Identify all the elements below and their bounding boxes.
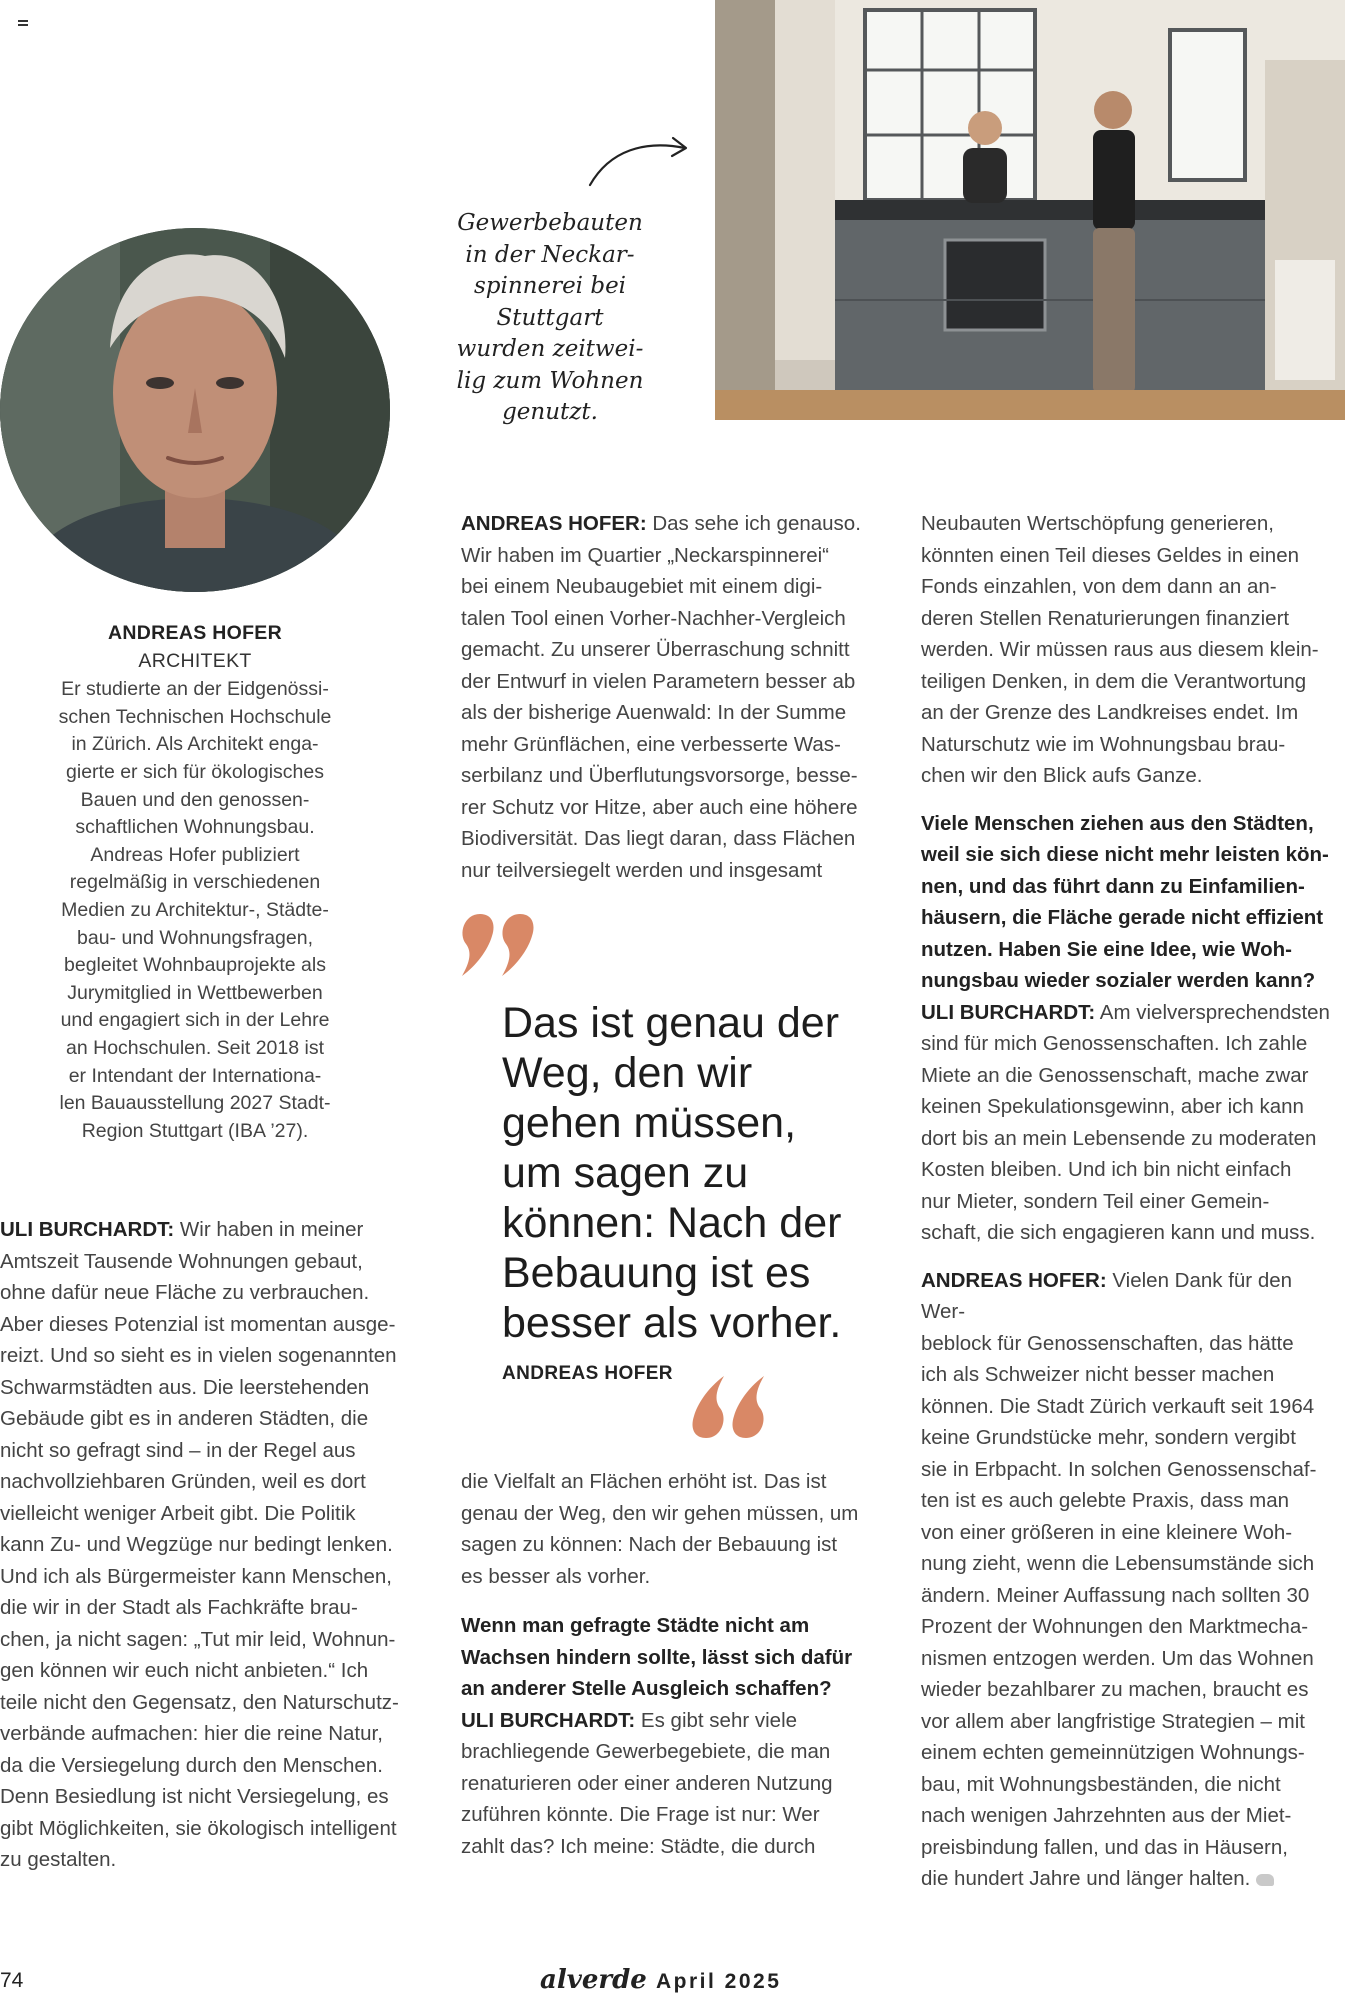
quote-open-icon bbox=[458, 912, 538, 982]
quote-mark-shape bbox=[502, 914, 534, 976]
kitchen-photo bbox=[715, 0, 1345, 420]
article-column-2-top bbox=[461, 508, 891, 886]
paragraph: Neubauten Wertschöpfung generieren, könnten einen Teil dieses Geldes in einen Fonds einzahlen, von dem dann an an- deren Stellen Renaturierungen finanziert werden. Wir müssen raus aus diesem klein- teiligen Denken, in dem die Verantwortung an der Grenze des Landkreises endet. Im Naturschutz wie im Wohnungsbau brau- chen wir den Blick aufs Ganze. bbox=[921, 512, 1319, 787]
article-column-3 bbox=[921, 508, 1341, 1895]
paragraph: die Vielfalt an Flächen erhöht ist. Das ist genau der Weg, den wir gehen müssen, um sagen zu können: Nach der Bebauung ist es besser als vorher. bbox=[461, 1470, 859, 1588]
paragraph: Vielen Dank für den Wer- beblock für Genossenschaften, das hätte ich als Schweizer nicht besser machen können. Die Stadt Zürich verkauft seit 1964 keine Grundstücke mehr, sondern vergibt sie in Erbpacht. In solchen Genossenschaf- ten ist es auch gelebte Praxis, dass man von einer größeren in eine kleinere Woh- nung zieht, wenn die Lebensumstände sich ändern. Meiner Auffassung nach sollten 30 Prozent der Wohnungen den Marktmecha- nismen entzogen werden. Um das Wohnen wieder bezahlbarer zu machen, braucht es vor allem aber langfristige Strategien – mit einem echten gemeinnützigen Wohnungs- bau, mit Wohnungsbeständen, die nicht nach wenigen Jahrzehnten aus der Miet- preisbindung fallen, und das in Häusern, die hundert Jahre und länger halten. bbox=[921, 1268, 1317, 1890]
photo-caption: Gewerbebauten in der Neckar- spinnerei bei Stuttgart wurden zeitwei- lig zum Wohnen genutzt. bbox=[456, 210, 644, 425]
article-column-1 bbox=[0, 1214, 430, 1876]
quote-mark-shape bbox=[733, 1376, 765, 1438]
page-number: 74 bbox=[0, 1969, 24, 1992]
menu-icon[interactable] bbox=[18, 20, 28, 28]
pull-quote: Das ist genau der Weg, den wir gehen müssen, um sagen zu können: Nach der Bebauung ist es besser als vorher. bbox=[502, 999, 842, 1347]
paragraph: Das sehe ich genauso. Wir haben im Quartier „Neckarspinnerei“ bei einem Neubaugebiet mit einem digi- talen Tool einen Vorher-Nachher-Vergleich gemacht. Zu unserer Überraschung schnitt der Entwurf in vielen Parametern besser ab als der bisherige Auenwald: In der Summe mehr Grünflächen, eine verbesserte Was- serbilanz und Überflutungsvorsorge, besse- rer Schutz vor Hitze, aber auch eine höhere Biodiversität. Das liegt daran, dass Flächen nur teilversiegelt werden und insgesamt bbox=[461, 512, 861, 882]
speaker-label: ANDREAS HOFER: bbox=[921, 1268, 1107, 1292]
speaker-label: ANDREAS HOFER: bbox=[461, 512, 647, 535]
bio-role: ARCHITEKT bbox=[138, 649, 252, 672]
issue-date: April 2025 bbox=[656, 1970, 782, 1993]
author-bio bbox=[40, 620, 350, 1145]
bio-text: Er studierte an der Eidgenössi- schen Technischen Hochschule in Zürich. Als Architekt enga- gierte er sich für ökologisches Bauen und den genossen- schaftlichen Wohnungsbau. Andreas Hofer publiziert regelmäßig in verschiedenen Medien zu Architektur-, Städte- bau- und Wohnungsfragen, begleitet Wohnbauprojekte als Jurymitglied in Wettbewerben und engagiert sich in der Lehre an Hochschulen. Seit 2018 ist er Intendant der Internationa- len Bauausstellung 2027 Stadt- Region Stuttgart (IBA ’27). bbox=[58, 678, 332, 1142]
speaker-label: ULI BURCHARDT: bbox=[461, 1708, 636, 1732]
pull-quote-author: ANDREAS HOFER bbox=[502, 1363, 673, 1384]
paragraph: Wir haben in meiner Amtszeit Tausende Wohnungen gebaut, ohne dafür neue Fläche zu verbrauchen. Aber dieses Potenzial ist momentan ausge- reizt. Und so sieht es in vielen sogenannten Schwarmstädten aus. Die leerstehenden Gebäude gibt es in anderen Städten, die nicht so gefragt sind – in der Regel aus nachvollziehbaren Gründen, weil es dort vielleicht weniger Arbeit gibt. Die Politik kann Zu- und Wegzüge nur bedingt lenken. Und ich als Bürgermeister kann Menschen, die wir in der Stadt als Fachkräfte brau- chen, ja nicht sagen: „Tut mir leid, Wohnun- gen können wir euch nicht anbieten.“ Ich teile nicht den Gegensatz, den Naturschutz- verbände aufmachen: hier die reine Natur, da die Versiegelung durch den Menschen. Denn Besiedlung ist nicht Versiegelung, es gibt Möglichkeiten, sie ökologisch intelligent zu gestalten. bbox=[0, 1218, 399, 1871]
portrait-photo bbox=[0, 228, 390, 592]
quote-mark-shape bbox=[693, 1376, 725, 1438]
article-column-2-bottom bbox=[461, 1466, 891, 1862]
quote-mark-shape bbox=[462, 914, 494, 976]
paragraph: Es gibt sehr viele brachliegende Gewerbegebiete, die man renaturieren oder einer anderen Nutzung zuführen könnte. Die Frage ist nur: Wer zahlt das? Ich meine: Städte, die durch bbox=[461, 1708, 833, 1858]
speaker-label: ULI BURCHARDT: bbox=[921, 1000, 1096, 1024]
quote-close-icon bbox=[688, 1368, 768, 1440]
bio-name: ANDREAS HOFER bbox=[108, 622, 282, 644]
speaker-label: ULI BURCHARDT: bbox=[0, 1218, 175, 1241]
magazine-logo: alverde bbox=[540, 1965, 647, 1995]
end-of-article-icon bbox=[1256, 1874, 1274, 1886]
interview-question: Wenn man gefragte Städte nicht am Wachsen hindern sollte, lässt sich dafür an anderer Stelle Ausgleich schaffen? bbox=[461, 1614, 853, 1700]
paragraph: Am vielversprechendsten sind für mich Genossenschaften. Ich zahle Miete an die Genossenschaft, mache zwar keinen Spekulationsgewinn, aber ich kann dort bis an mein Lebensende zu moderaten Kosten bleiben. Und ich bin nicht einfach nur Mieter, sondern Teil einer Gemein- schaft, die sich engagieren kann und muss. bbox=[921, 1000, 1330, 1244]
interview-question: Viele Menschen ziehen aus den Städten, weil sie sich diese nicht mehr leisten kön- nen, und das führt dann zu Einfamilien- häusern, die Fläche gerade nicht effizient nutzen. Haben Sie eine Idee, wie Woh- nungsbau wieder sozialer werden kann? bbox=[921, 811, 1329, 992]
arrow-icon bbox=[585, 130, 695, 190]
